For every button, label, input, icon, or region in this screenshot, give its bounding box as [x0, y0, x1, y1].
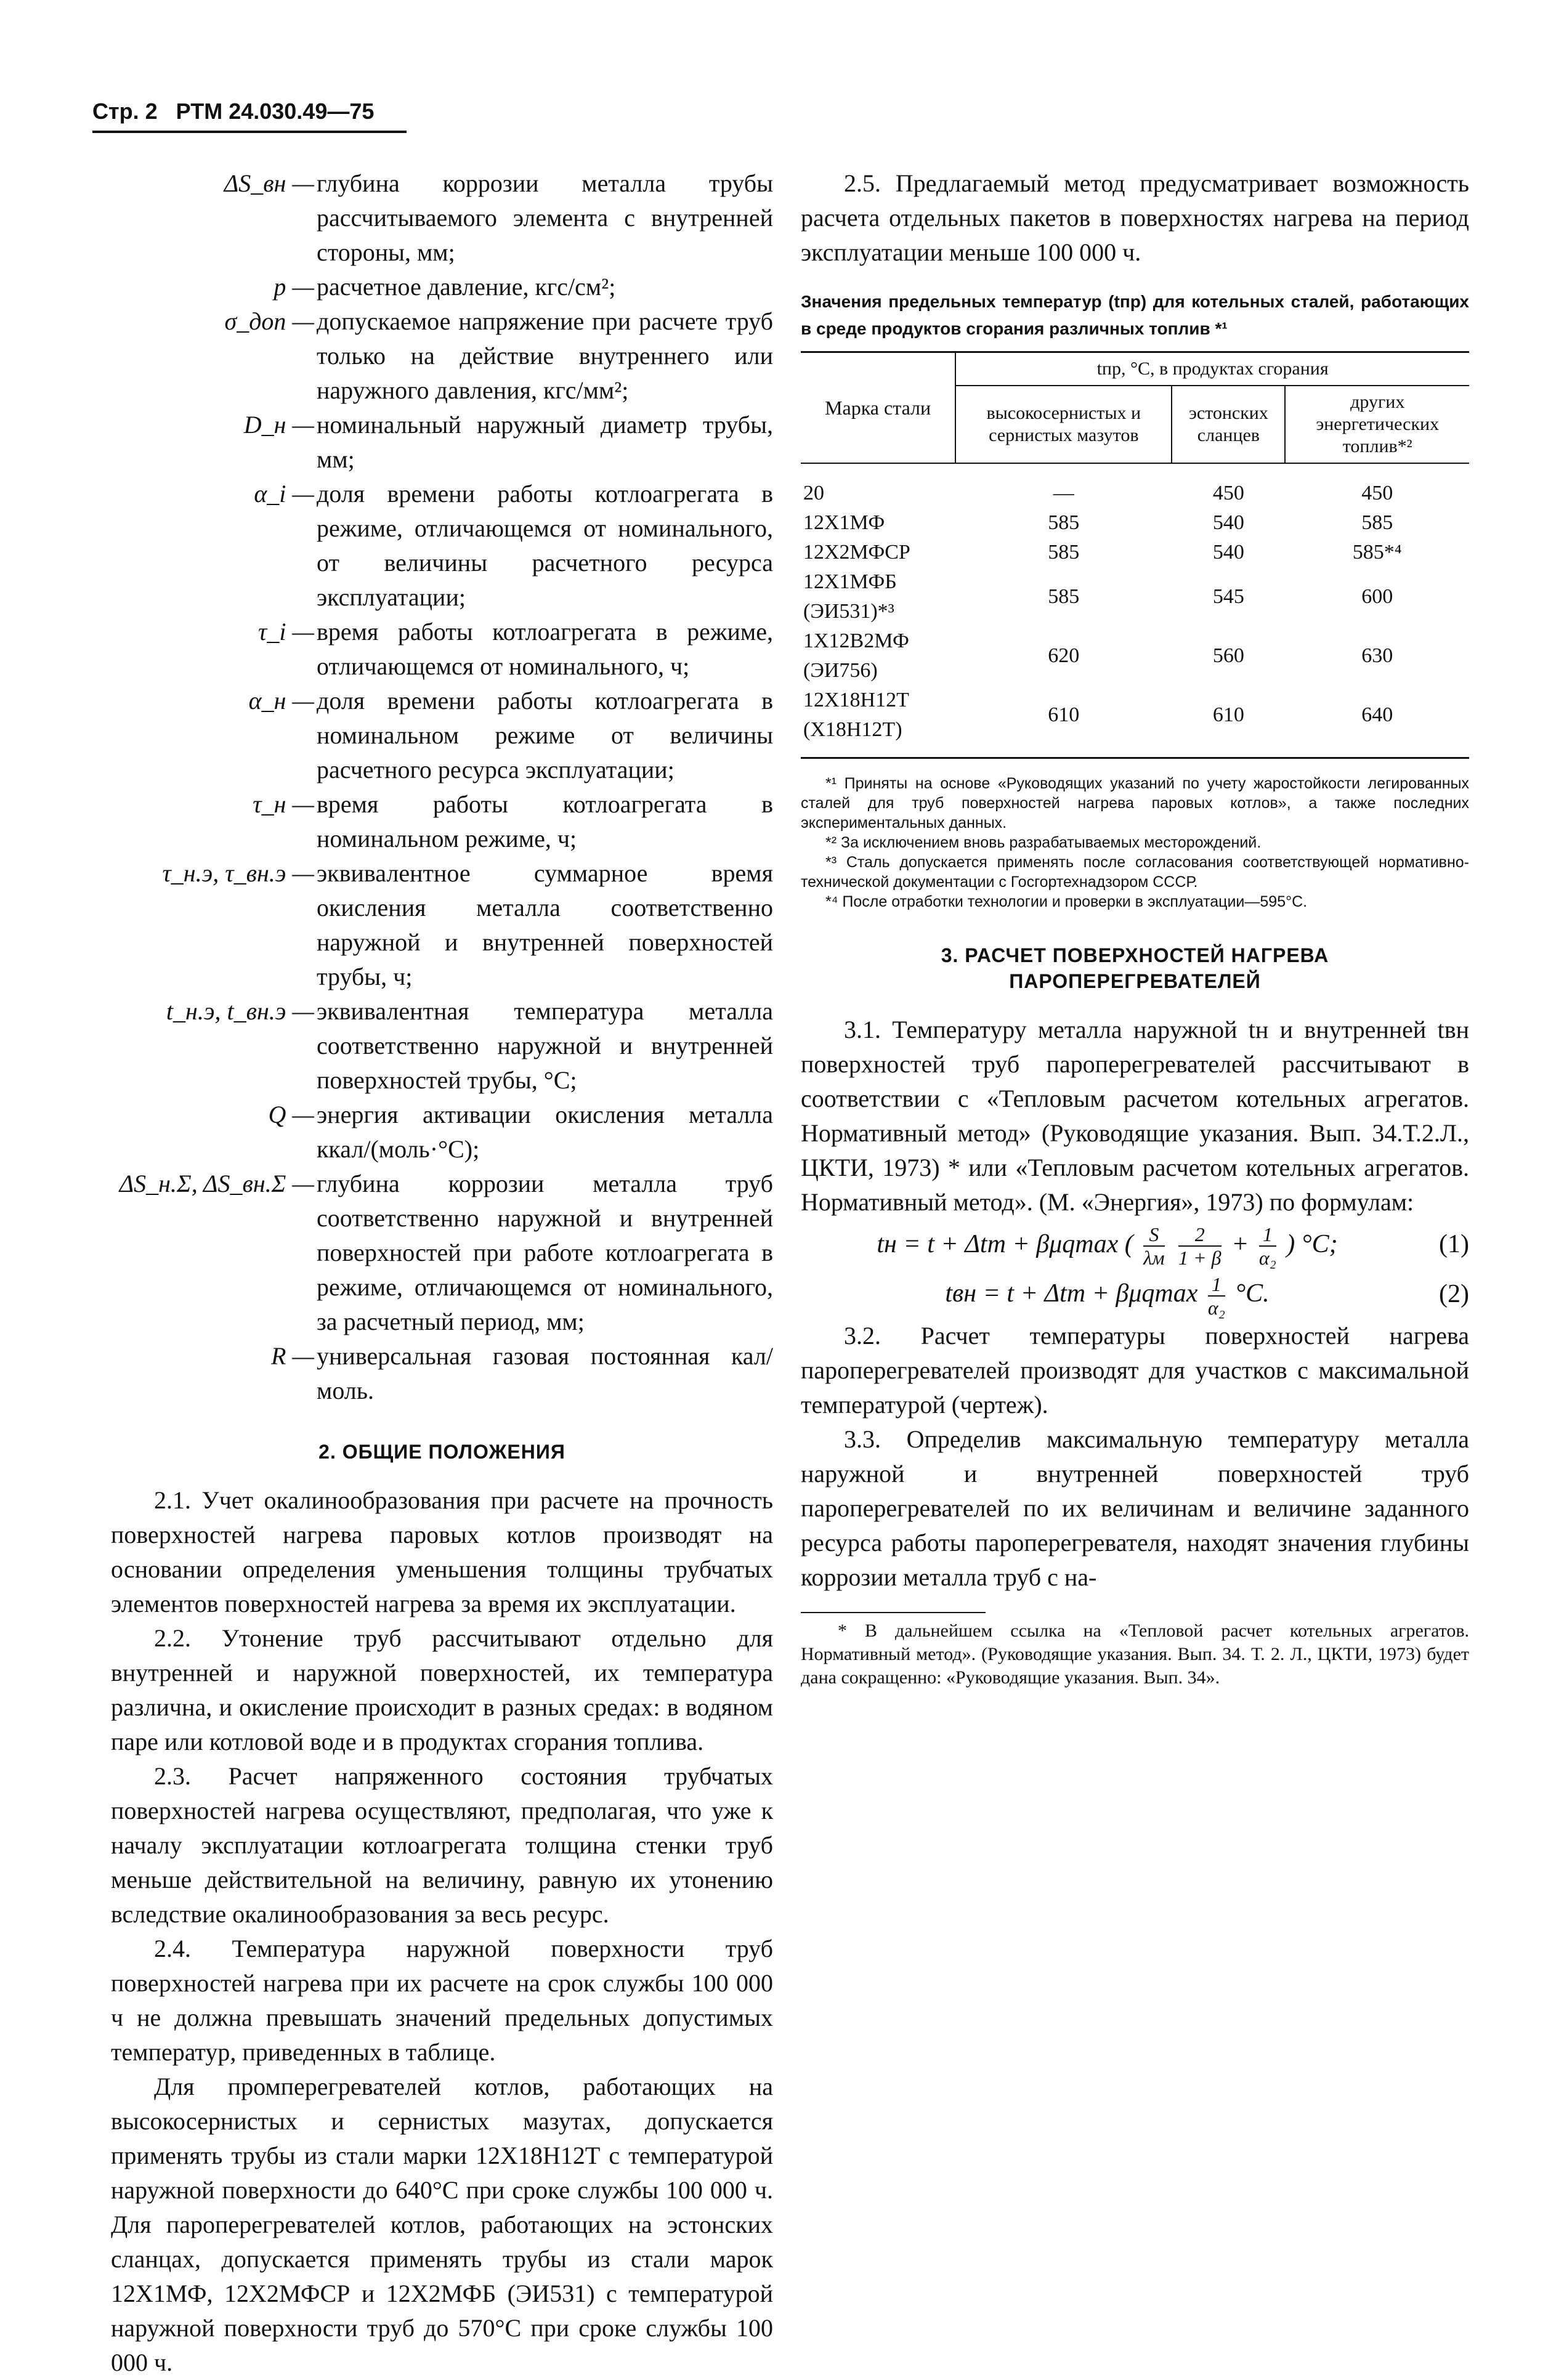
- table-cell: 540: [1212, 511, 1244, 534]
- formula-unit: °С.: [1235, 1279, 1270, 1308]
- column-group-header: tпр, °С, в продуктах сгорания: [955, 352, 1469, 386]
- definition-text: глубина коррозии металла трубы рассчитываемого элемента с внутренней стороны, мм;: [317, 169, 773, 266]
- table-cell: 620: [1048, 644, 1080, 667]
- steel-grade-cell: 20: [803, 482, 824, 504]
- paragraph-2-5: 2.5. Предлагаемый метод предусматривает возможность расчета отдельных пакетов в поверхностях нагрева на период эксплуатации меньше 100 000 ч.: [801, 169, 1469, 266]
- definition-text: эквивалентное суммарное время окисления металла соответственно наружной и внутренней поверхностей трубы, ч;: [317, 859, 773, 990]
- table-row: [801, 686, 1469, 758]
- definition-symbol: t_н.э, t_вн.э —: [166, 997, 314, 1025]
- steel-grade-cell: 1Х12В2МФ (ЭИ756): [803, 629, 909, 682]
- formula-2-expression: [801, 1269, 1414, 1318]
- table-cell: 585: [1361, 511, 1393, 534]
- definition-text: доля времени работы котлоагрегата в номинальном режиме от величины расчетного ресурса эксплуатации;: [317, 687, 773, 783]
- definition-text: номинальный наружный диаметр трубы, мм;: [317, 411, 773, 473]
- steel-grade-cell: 12Х1МФБ (ЭИ531)*³: [803, 570, 897, 623]
- table-row: [801, 538, 1469, 567]
- document-code: РТМ 24.030.49—75: [176, 99, 375, 124]
- definition-symbol: R —: [271, 1342, 314, 1370]
- definition-item: [111, 270, 773, 304]
- table-footnotes: [801, 774, 1469, 912]
- paragraph-2-1: 2.1. Учет окалинообразования при расчете на прочность поверхностей нагрева паровых котлов производят на основании определения уменьшения толщины трубчатых элементов поверхностей нагрева за время их эксплуатации.: [111, 1486, 773, 1617]
- table-cell: 585: [1048, 541, 1080, 564]
- table-row: [801, 508, 1469, 538]
- table-cell: 610: [1172, 686, 1285, 758]
- definition-symbol: τ_н.э, τ_вн.э —: [162, 859, 314, 887]
- table-cell: 450: [1212, 482, 1244, 504]
- formula-paren: (: [1124, 1230, 1133, 1258]
- definition-item: [111, 1167, 773, 1339]
- definition-symbol: σ_доп —: [224, 307, 314, 335]
- paragraph-3-3: 3.3. Определив максимальную температуру металла наружной и внутренней поверхностей труб пароперегревателей по их величинам и величине заданного ресурса работы пароперегревателя, находят значения глубины коррозии металла труб с на-: [801, 1425, 1469, 1591]
- section-3-title-line-2: ПАРОПЕРЕГРЕВАТЕЛЕЙ: [1009, 970, 1261, 992]
- table-footnote: *³ Сталь допускается применять после согласования соответствующей нормативно-технической документации с Госгортехнадзором СССР.: [801, 854, 1469, 891]
- table-cell: 450: [1361, 482, 1393, 504]
- definition-text: энергия активации окисления металла ккал/(моль·°С);: [317, 1101, 773, 1163]
- table-row: [801, 567, 1469, 626]
- table-cell: 630: [1361, 644, 1393, 667]
- definition-text: универсальная газовая постоянная кал/моль.: [317, 1342, 773, 1404]
- formula-1-number: (1): [1439, 1230, 1469, 1259]
- table-cell: 540: [1212, 541, 1244, 564]
- paragraph-2-4: 2.4. Температура наружной поверхности труб поверхностей нагрева при их расчете на срок службы 100 000 ч не должна превышать значений предельных допустимых температур, приведенных в таблице.: [111, 1935, 773, 2066]
- definition-item: [111, 408, 773, 477]
- definition-symbol: τ_н —: [253, 790, 314, 818]
- steel-grade-cell: 12Х18Н12Т (Х18Н12Т): [801, 686, 955, 758]
- page-number: Стр. 2: [92, 99, 158, 124]
- fraction: $\frac{1}{\text{α₂}}$: [1258, 1223, 1276, 1269]
- fraction: $\frac{1}{\text{α₂}}$: [1207, 1273, 1225, 1319]
- definition-symbol: Q —: [268, 1101, 314, 1128]
- definition-item: [111, 1098, 773, 1167]
- table-footnote: *⁴ После отработки технологии и проверки в эксплуатации—595°С.: [825, 893, 1308, 910]
- formula-2-lhs: tвн = t + Δtт + βμqmax: [945, 1279, 1198, 1308]
- section-3-title: [801, 942, 1469, 994]
- table-cell: 610: [955, 686, 1172, 758]
- definition-symbol: D_н —: [243, 411, 314, 439]
- header-rule: [92, 131, 407, 133]
- formula-2-number: (2): [1439, 1279, 1469, 1308]
- definition-text: доля времени работы котлоагрегата в режиме, отличающемся от номинального, от величины расчетного ресурса эксплуатации;: [317, 480, 773, 611]
- definition-item: [111, 856, 773, 994]
- definition-symbol: τ_i —: [258, 618, 314, 646]
- table-cell: 640: [1285, 686, 1469, 758]
- fraction: $\frac{S}{\lambda м}$: [1143, 1223, 1165, 1269]
- definition-item: [111, 615, 773, 684]
- definition-text: глубина коррозии металла труб соответственно наружной и внутренней поверхностей при работе котлоагрегата в режиме, отличающемся от номинального, за расчетный период, мм;: [317, 1170, 773, 1335]
- column-header-fuel-oil: высокосернистых и сернистых мазутов: [955, 386, 1172, 463]
- formula-1: [801, 1220, 1469, 1269]
- definition-symbol: ΔS_вн —: [224, 169, 314, 197]
- table-row: [801, 626, 1469, 686]
- page-header: [92, 99, 386, 124]
- definitions-list: [111, 166, 773, 1408]
- table-caption: Значения предельных температур (tпр) для котельных сталей, работающих в среде продуктов сгорания различных топлив *¹: [801, 292, 1469, 338]
- definition-item: [111, 994, 773, 1098]
- definition-item: [111, 1339, 773, 1408]
- formula-1-lhs: tн = t + Δtт + βμqmax: [877, 1230, 1119, 1258]
- section-2-title: 2. ОБЩИЕ ПОЛОЖЕНИЯ: [318, 1441, 565, 1463]
- right-column: [801, 166, 1469, 1690]
- column-header-oil-shale: эстонских сланцев: [1172, 386, 1285, 463]
- definition-symbol: α_н —: [248, 687, 314, 714]
- page-footnote: * В дальнейшем ссылка на «Тепловой расчет котельных агрегатов. Нормативный метод». (Руководящие указания. Вып. 34. Т. 2. Л., ЦКТИ, 1973) будет дана сокращенно: «Руководящие указания. Вып. 34».: [801, 1620, 1469, 1688]
- definition-text: эквивалентная температура металла соответственно наружной и внутренней поверхностей трубы, °С;: [317, 997, 773, 1094]
- table-cell: 585*⁴: [1352, 541, 1402, 564]
- plus-sign: +: [1231, 1230, 1249, 1258]
- formula-1-expression: [801, 1220, 1414, 1269]
- section-3-title-line-1: 3. РАСЧЕТ ПОВЕРХНОСТЕЙ НАГРЕВА: [941, 944, 1329, 966]
- table-cell: 585: [1048, 511, 1080, 534]
- column-header-other-fuels: других энергетических топлив*²: [1285, 386, 1469, 463]
- paragraph-3-1: 3.1. Температуру металла наружной tн и внутренней tвн поверхностей труб пароперегревателей рассчитывают в соответствии с «Тепловым расчетом котельных агрегатов. Нормативный метод» (Руководящие указания. Вып. 34.Т.2.Л., ЦКТИ, 1973) * или «Тепловым расчетом котельных агрегатов. Нормативный метод». (М. «Энергия», 1973) по формулам:: [801, 1016, 1469, 1216]
- temperature-limits-table: [801, 351, 1469, 759]
- table-row: [801, 463, 1469, 508]
- definition-item: [111, 304, 773, 408]
- table-cell: 600: [1361, 585, 1393, 608]
- steel-grade-cell: 12Х1МФ: [803, 511, 885, 534]
- definition-text: допускаемое напряжение при расчете труб только на действие внутреннего или наружного давления, кгс/мм²;: [317, 307, 773, 404]
- table-cell: 545: [1212, 585, 1244, 608]
- table-cell: 585: [1048, 585, 1080, 608]
- left-column: [111, 166, 773, 2380]
- formula-2: [801, 1269, 1469, 1318]
- fraction: $\frac{2}{1 + \beta}$: [1178, 1223, 1222, 1269]
- formula-paren: ): [1286, 1230, 1295, 1258]
- definition-item: [111, 684, 773, 787]
- definition-symbol: α_i —: [254, 480, 314, 508]
- definition-item: [111, 166, 773, 270]
- paragraph-2-2: 2.2. Утонение труб рассчитывают отдельно для внутренней и наружной поверхностей, их температура различна, и окисление происходит в разных средах: в водяном паре или котловой воде и в продуктах сгорания топлива.: [111, 1624, 773, 1755]
- definition-text: время работы котлоагрегата в номинальном режиме, ч;: [317, 790, 773, 852]
- definition-text: расчетное давление, кгс/см²;: [317, 273, 616, 301]
- definition-item: [111, 477, 773, 615]
- definition-item: [111, 787, 773, 856]
- table-footnote: *¹ Приняты на основе «Руководящих указаний по учету жаростойкости легированных сталей для труб поверхностей нагрева паровых котлов», а также последних экспериментальных данных.: [801, 775, 1469, 832]
- footnote-rule: [801, 1612, 986, 1613]
- table-cell: —: [1053, 482, 1074, 504]
- paragraph-3-2: 3.2. Расчет температуры поверхностей нагрева пароперегревателей производят для участков с максимальной температурой (чертеж).: [801, 1321, 1469, 1419]
- column-header-steel-grade: Марка стали: [801, 352, 955, 464]
- formula-unit: °С;: [1301, 1230, 1338, 1258]
- table-footnote: *² За исключением вновь разрабатываемых месторождений.: [825, 834, 1262, 851]
- definition-symbol: p —: [273, 273, 314, 301]
- table-cell: 560: [1212, 644, 1244, 667]
- definition-text: время работы котлоагрегата в режиме, отличающемся от номинального, ч;: [317, 618, 773, 680]
- paragraph-2-4-cont: Для промперегревателей котлов, работающих на высокосернистых и сернистых мазутах, допускается применять трубы из стали марки 12Х18Н12Т с температурой наружной поверхности до 640°С при сроке службы 100 000 ч. Для пароперегревателей котлов, работающих на эстонских сланцах, допускается применять трубы из стали марок 12Х1МФ, 12Х2МФСР и 12Х2МФБ (ЭИ531) с температурой наружной поверхности труб до 570°С при сроке службы 100 000 ч.: [111, 2073, 773, 2376]
- paragraph-2-3: 2.3. Расчет напряженного состояния трубчатых поверхностей нагрева осуществляют, предполагая, что уже к началу эксплуатации котлоагрегата толщина стенки труб меньше действительной на величину, равную их утонению вследствие окалинообразования за весь ресурс.: [111, 1762, 773, 1928]
- steel-grade-cell: 12Х2МФСР: [803, 541, 910, 564]
- definition-symbol: ΔS_н.Σ, ΔS_вн.Σ —: [119, 1170, 314, 1197]
